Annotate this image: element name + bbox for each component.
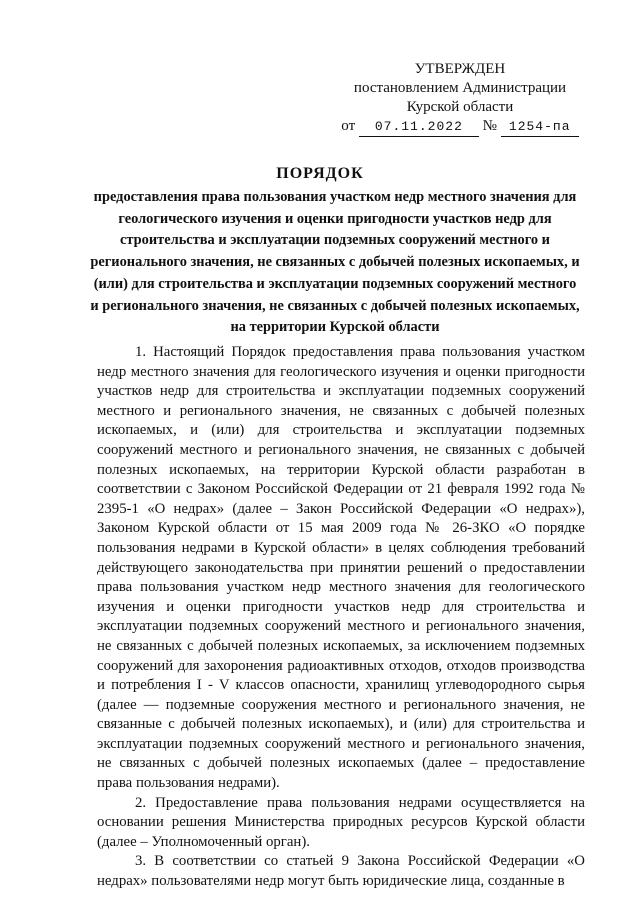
paragraph-1: 1. Настоящий Порядок предоставления права пользования участком недр местного значения для геологического изучения и оценки пригодности участков недр для строительства и эксплуатации подземных сооружений местного и регионального значения, не связанных с добычей полезных ископаемых, и (или) для строительства и эксплуатации подземных сооружений местного и регионального значения, не связанных с добычей полезных ископаемых, на территории Курской области разработан в соответствии с Законом Российской Федерации от 21 февраля 1992 года № 2395-1 «О недрах» (далее – Закон Российской Федерации «О недрах»), Законом Курской области от 15 мая 2009 года № 26-ЗКО «О порядке пользования недрами в Курской области» в целях соблюдения требований действующего законодательства при принятии решений о предоставлении права пользования участком недр местного значения для геологического изучения и оценки пригодности участков недр для строительства и эксплуатации подземных сооружений местного и регионального значения, не связанных с добычей полезных ископаемых, за исключением подземных сооружений для захоронения радиоактивных отходов, отходов производства и потребления I - V классов опасности, хранилищ углеводородного сырья (далее — подземные сооружения местного и регионального значения, не связанные с добычей полезных ископаемых), и (или) для строительства и эксплуатации подземных сооружений местного и регионального значения, не связанных с добычей полезных ископаемых (далее – предоставление права пользования недрами).	[97, 344, 585, 792]
approval-stamp	[330, 60, 590, 137]
approval-authority: постановлением Администрации	[353, 80, 567, 96]
approval-region: Курской области	[406, 99, 514, 115]
approval-date-number	[330, 117, 590, 137]
approval-number: 1254-па	[501, 117, 579, 137]
paragraph-2: 2. Предоставление права пользования недрами осуществляется на основании решения Министерства природных ресурсов Курской области (далее – Уполномоченный орган).	[97, 794, 585, 850]
number-prefix: №	[482, 118, 497, 134]
document-title: ПОРЯДОК	[276, 165, 364, 182]
document-body	[97, 343, 585, 892]
approval-date: 07.11.2022	[359, 117, 479, 137]
approval-heading: УТВЕРЖДЕН	[414, 61, 506, 77]
document-subtitle: предоставления права пользования участком недр местного значения для геологического изучения и оценки пригодности участков недр для строительства и эксплуатации подземных сооружений местного и регионального значения, не связанных с добычей полезных ископаемых, и (или) для строительства и эксплуатации подземных сооружений местного и регионального значения, не связанных с добычей полезных ископаемых, на территории Курской области	[90, 189, 580, 336]
date-prefix: от	[341, 118, 356, 134]
paragraph-3: 3. В соответствии со статьей 9 Закона Российской Федерации «О недрах» пользователями недр могут быть юридические лица, созданные в	[97, 853, 585, 890]
